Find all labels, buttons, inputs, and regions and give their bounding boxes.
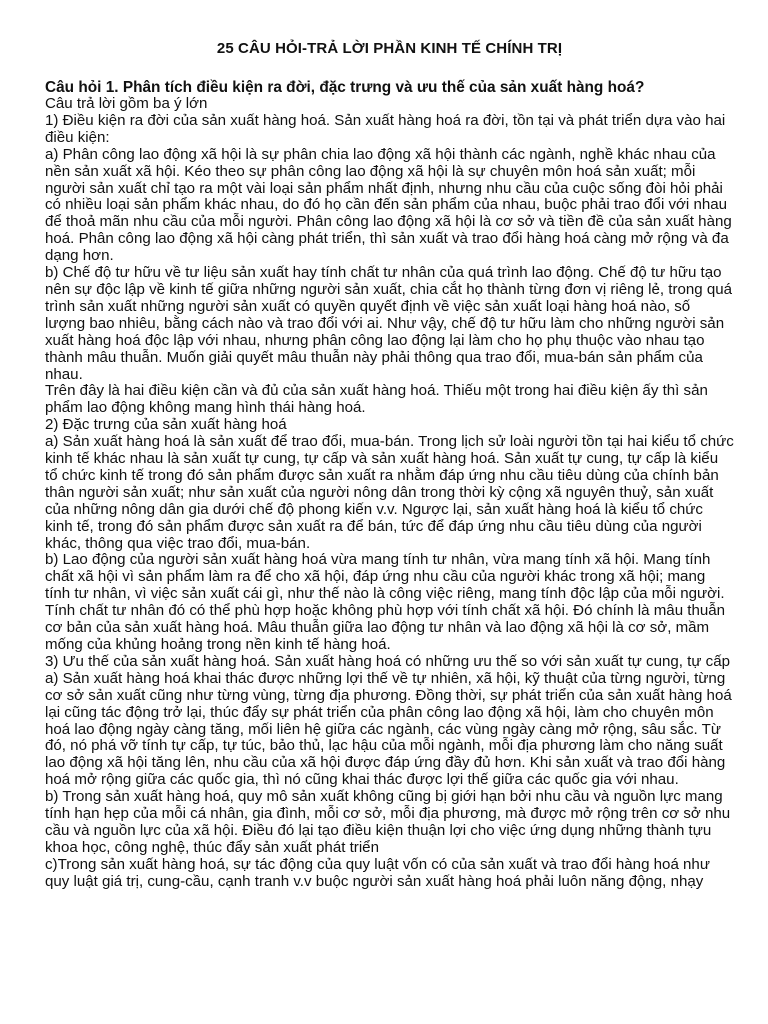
question-title: Câu hỏi 1. Phân tích điều kiện ra đời, đặc trưng và ưu thế của sản xuất hàng hoá? — [45, 79, 645, 96]
paragraph-1b: b) Chế độ tư hữu về tư liệu sản xuất hay tính chất tư nhân của quá trình lao động. Chế độ tư hữu tạo nên sự độc lập về kinh tế giữa những người sản xuất, chia cắt họ thành từng đơn vị riêng lẻ, trong quá trình sản xuất những người sản xuất có quyền quyết định về việc sản xuất loại hàng hoá nào, số lượng bao nhiêu, bằng cách nào và trao đổi với ai. Như vậy, chế độ tư hữu làm cho những người sản xuất hàng hoá độc lập với nhau, nhưng phân công lao động lại làm cho họ phụ thuộc vào nhau tạo thành mâu thuẫn. Muốn giải quyết mâu thuẫn này phải thông qua trao đổi, mua-bán sản phẩm của nhau. — [45, 264, 733, 383]
paragraph-1-conclusion: Trên đây là hai điều kiện cần và đủ của sản xuất hàng hoá. Thiếu một trong hai điều kiện ấy thì sản phẩm lao động không mang hình thái hàng hoá. — [45, 382, 708, 417]
paragraph-3b: b) Trong sản xuất hàng hoá, quy mô sản xuất không cũng bị giới hạn bởi nhu cầu và nguồn lực mang tính hạn hẹp của mỗi cá nhân, gia đình, mỗi cơ sở, mỗi địa phương, mà được mở rộng trên cơ sở nhu cầu và nguồn lực của xã hội. Điều đó lại tạo điều kiện thuận lợi cho việc ứng dụng những thành tựu khoa học, công nghệ, thúc đẩy sản xuất phát triển — [45, 788, 731, 856]
paragraph-intro: Câu trả lời gồm ba ý lớn — [45, 95, 208, 112]
document-title: 25 CÂU HỎI-TRẢ LỜI PHẦN KINH TẾ CHÍNH TRỊ — [216, 40, 563, 57]
paragraph-2a: a) Sản xuất hàng hoá là sản xuất để trao đổi, mua-bán. Trong lịch sử loài người tồn tại hai kiểu tổ chức kinh tế khác nhau là sản xuất tự cung, tự cấp và sản xuất hàng hoá. Sản xuất tự cung, tự cấp là kiểu tổ chức kinh tế trong đó sản phẩm được sản xuất ra nhằm đáp ứng nhu cầu tiêu dùng của chính bản thân người sản xuất; như sản xuất của người nông dân trong thời kỳ cộng xã nguyên thuỷ, sản xuất của những nông dân gia dưới chế độ phong kiến v.v. Ngược lại, sản xuất hàng hoá là kiểu tổ chức kinh tế, trong đó sản phẩm được sản xuất ra để bán, tức để đáp ứng nhu cầu tiêu dùng của người khác, thông qua việc trao đổi, mua-bán. — [45, 433, 734, 552]
paragraph-2-heading: 2) Đặc trưng của sản xuất hàng hoá — [45, 416, 287, 434]
paragraph-3a: a) Sản xuất hàng hoá khai thác được những lợi thế về tự nhiên, xã hội, kỹ thuật của từng người, từng cơ sở sản xuất cũng như từng vùng, từng địa phương. Đồng thời, sự phát triển của sản xuất hàng hoá lại cũng tác động trở lại, thúc đẩy sự phát triển của phân công lao động xã hội, làm cho chuyên môn hoá lao động ngày càng tăng, mối liên hệ giữa các ngành, các vùng ngày càng mở rộng, sâu sắc. Từ đó, nó phá vỡ tính tự cấp, tự túc, bảo thủ, lạc hậu của mỗi ngành, mỗi địa phương làm cho năng suất lao động xã hội tăng lên, nhu cầu của xã hội được đáp ứng đầy đủ hơn. Khi sản xuất và trao đổi hàng hoá mở rộng giữa các quốc gia, thì nó cũng khai thác được lợi thế giữa các quốc gia với nhau. — [45, 669, 732, 789]
paragraph-2b: b) Lao động của người sản xuất hàng hoá vừa mang tính tư nhân, vừa mang tính xã hội. Mang tính chất xã hội vì sản phẩm làm ra để cho xã hội, đáp ứng nhu cầu của người khác trong xã hội; mang tính tư nhân, vì việc sản xuất cái gì, như thế nào là công việc riêng, mang tính độc lập của mỗi người. Tính chất tư nhân đó có thể phù hợp hoặc không phù hợp với tính chất xã hội. Đó chính là mâu thuẫn cơ bản của sản xuất hàng hoá. Mâu thuẫn giữa lao động tư nhân và lao động xã hội là cơ sở, mầm mống của khủng hoảng trong nền kinh tế hàng hoá. — [45, 551, 726, 653]
paragraph-3c: c)Trong sản xuất hàng hoá, sự tác động của quy luật vốn có của sản xuất và trao đổi hàng hoá như quy luật giá trị, cung-cầu, cạnh tranh v.v buộc người sản xuất hàng hoá phải luôn năng động, nhạy — [45, 855, 710, 890]
paragraph-1-heading: 1) Điều kiện ra đời của sản xuất hàng hoá. Sản xuất hàng hoá ra đời, tồn tại và phát triển dựa vào hai điều kiện: — [45, 111, 726, 146]
paragraph-3-heading: 3) Ưu thế của sản xuất hàng hoá. Sản xuất hàng hoá có những ưu thế so với sản xuất tự cung, tự cấp — [45, 652, 731, 670]
paragraph-1a: a) Phân công lao động xã hội là sự phân chia lao động xã hội thành các ngành, nghề khác nhau của nền sản xuất xã hội. Kéo theo sự phân công lao động xã hội là sự chuyên môn hoá sản xuất; mỗi người sản xuất chỉ tạo ra một vài loại sản phẩm nhất định, nhưng nhu cầu của cuộc sống đòi hỏi phải có nhiều loại sản phẩm khác nhau, do đó họ cần đến sản phẩm của nhau, buộc phải trao đổi với nhau để thoả mãn nhu cầu của mỗi người. Phân công lao động xã hội là cơ sở và tiền đề của sản xuất hàng hoá. Phân công lao động xã hội càng phát triển, thì sản xuất và trao đổi hàng hoá càng mở rộng và đa dạng hơn. — [45, 145, 732, 265]
